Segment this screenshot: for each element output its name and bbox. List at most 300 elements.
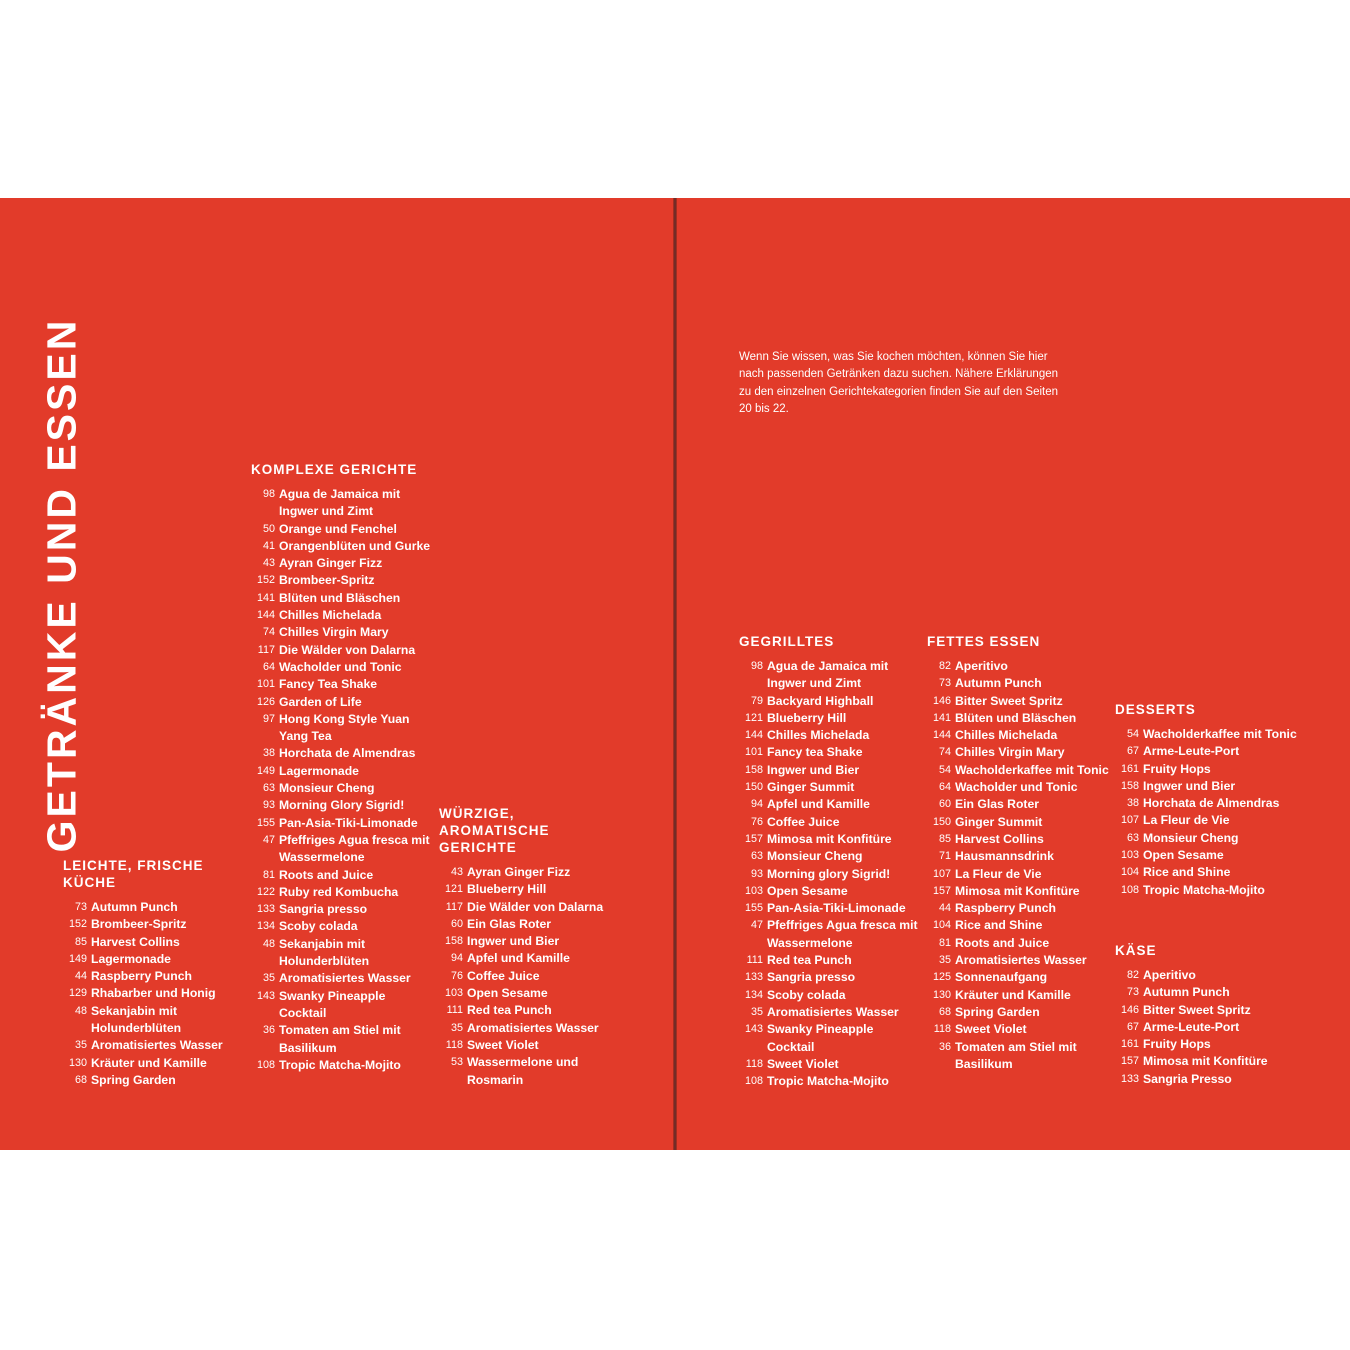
section-heading: LEICHTE, FRISCHE KÜCHE — [63, 858, 204, 890]
page-number: 60 — [938, 798, 951, 811]
drink-name: Brombeer-Spritz — [91, 917, 187, 932]
drink-name: Aperitivo — [955, 659, 1008, 673]
list-item — [251, 884, 433, 901]
list-item — [927, 1004, 1109, 1021]
list-item — [1115, 882, 1297, 899]
list-item — [739, 762, 921, 779]
page-title: GETRÄNKE UND ESSEN — [38, 317, 85, 853]
list-item — [1115, 795, 1297, 812]
page-number: 103 — [444, 987, 463, 1000]
drink-name: Kräuter und Kamille — [955, 987, 1071, 1002]
list-item — [251, 590, 433, 607]
list-item — [251, 624, 433, 641]
drink-name: Morning glory Sigrid! — [767, 866, 891, 881]
drink-name: Fancy Tea Shake — [279, 677, 377, 692]
drink-name: Garden of Life — [279, 694, 362, 709]
page-number: 68 — [938, 1005, 951, 1018]
drink-name: Pfeffriges Agua fresca mit Wassermelone — [279, 832, 430, 865]
list-item — [739, 866, 921, 883]
list-item — [251, 901, 433, 918]
list-item — [739, 1004, 921, 1021]
list-item — [439, 1002, 619, 1019]
drink-name: Swanky Pineapple Cocktail — [767, 1022, 874, 1054]
list-item — [927, 779, 1109, 796]
page-number: 143 — [256, 989, 275, 1002]
page-number: 152 — [256, 574, 275, 587]
list-item — [927, 1039, 1109, 1074]
list-item — [251, 659, 433, 676]
page-number: 129 — [68, 987, 87, 1000]
drink-name: Aromatisiertes Wasser — [279, 971, 411, 986]
drink-name: Backyard Highball — [767, 693, 874, 708]
drink-name: La Fleur de Vie — [955, 866, 1042, 881]
section-wuerzige-aromatische-gerichte — [439, 805, 619, 1089]
drink-name: Fruity Hops — [1143, 761, 1211, 776]
drink-name: Agua de Jamaica mit Ingwer und Zimt — [767, 659, 889, 691]
drink-name: Tropic Matcha-Mojito — [767, 1074, 889, 1089]
list-item — [927, 710, 1109, 727]
list-item — [251, 486, 433, 521]
page-number: 82 — [1126, 969, 1139, 981]
drink-name: Pan-Asia-Tiki-Limonade — [279, 815, 418, 830]
drink-name: Die Wälder von Dalarna — [467, 899, 604, 914]
page-number: 64 — [262, 660, 275, 673]
page-number: 85 — [74, 935, 87, 948]
page-number: 130 — [932, 988, 951, 1001]
list-item — [63, 1037, 243, 1054]
drink-name: Aperitivo — [1143, 968, 1196, 982]
page-number: 143 — [744, 1023, 763, 1036]
list-item — [927, 900, 1109, 917]
list-item — [739, 952, 921, 969]
list-item — [739, 900, 921, 917]
drink-name: Monsieur Cheng — [767, 849, 863, 864]
page-number: 118 — [445, 1038, 463, 1051]
list-item — [927, 796, 1109, 813]
list-item — [439, 881, 619, 898]
page-number: 108 — [1120, 883, 1139, 896]
page-number: 94 — [750, 798, 763, 811]
drink-name: Apfel und Kamille — [767, 797, 870, 812]
list-item — [927, 917, 1109, 934]
list-item — [1115, 743, 1297, 760]
drink-name: Blüten und Bläschen — [955, 710, 1077, 725]
drink-list — [251, 486, 433, 1074]
page-number: 44 — [74, 970, 87, 983]
drink-name: Hong Kong Style Yuan Yang Tea — [279, 711, 410, 744]
list-item — [63, 1055, 243, 1072]
drink-name: Tomaten am Stiel mit Basilikum — [279, 1023, 401, 1055]
drink-name: Blueberry Hill — [467, 882, 547, 897]
book-gutter — [673, 198, 677, 1150]
list-item — [439, 933, 619, 950]
page-number: 97 — [262, 712, 275, 725]
list-item — [251, 763, 433, 780]
page-number: 35 — [74, 1039, 87, 1052]
drink-name: Fruity Hops — [1143, 1037, 1211, 1052]
page-number: 48 — [74, 1004, 87, 1017]
list-item — [1115, 1053, 1297, 1070]
list-item — [439, 864, 619, 881]
list-item — [439, 1037, 619, 1054]
page-number: 158 — [444, 935, 463, 948]
list-item — [251, 607, 433, 624]
page-number: 118 — [933, 1023, 951, 1036]
drink-name: Chilles Virgin Mary — [279, 625, 389, 640]
page-number: 141 — [932, 711, 951, 724]
drink-name: Sweet Violet — [767, 1056, 839, 1071]
page-number: 38 — [262, 747, 275, 760]
section-fettes-essen — [927, 633, 1109, 1073]
list-item — [251, 745, 433, 762]
list-item — [251, 936, 433, 971]
page-number: 146 — [1120, 1003, 1139, 1016]
drink-name: Agua de Jamaica mit Ingwer und Zimt — [279, 487, 401, 519]
drink-name: Scoby colada — [767, 987, 846, 1002]
page-number: 79 — [750, 694, 763, 707]
page-number: 67 — [1126, 745, 1139, 758]
page-number: 161 — [1120, 762, 1139, 775]
drink-name: Rice and Shine — [1143, 865, 1231, 880]
drink-name: Harvest Collins — [91, 934, 180, 949]
drink-name: Bitter Sweet Spritz — [955, 693, 1063, 708]
drink-name: Wacholder und Tonic — [955, 780, 1078, 795]
page-number: 98 — [750, 660, 763, 672]
page-number: 158 — [1120, 779, 1139, 792]
list-item — [927, 952, 1109, 969]
page-number: 111 — [746, 954, 763, 967]
page-number: 38 — [1126, 797, 1139, 810]
page-number: 126 — [256, 695, 275, 708]
list-item — [63, 985, 243, 1002]
drink-name: Tropic Matcha-Mojito — [279, 1057, 401, 1072]
section-desserts — [1115, 701, 1297, 899]
list-item — [739, 744, 921, 761]
list-item — [251, 676, 433, 693]
drink-name: Ayran Ginger Fizz — [279, 556, 383, 571]
page-number: 76 — [450, 969, 463, 982]
page-number: 158 — [744, 763, 763, 776]
page-number: 64 — [938, 781, 951, 794]
page-number: 149 — [68, 952, 87, 965]
list-item — [927, 969, 1109, 986]
list-item — [927, 848, 1109, 865]
list-item — [1115, 984, 1297, 1001]
page-number: 44 — [938, 902, 951, 915]
section-heading: GEGRILLTES — [739, 634, 835, 649]
drink-name: Chilles Michelada — [955, 728, 1058, 743]
drink-name: Chilles Virgin Mary — [955, 745, 1065, 760]
list-item — [251, 555, 433, 572]
list-item — [927, 814, 1109, 831]
drink-name: Hausmannsdrink — [955, 849, 1054, 864]
drink-name: Sekanjabin mit Holunderblüten — [279, 936, 370, 969]
drink-name: Horchata de Almendras — [279, 746, 416, 761]
list-item — [1115, 864, 1297, 881]
page-number: 47 — [262, 833, 275, 846]
list-item — [251, 797, 433, 814]
drink-name: Aromatisiertes Wasser — [767, 1004, 899, 1019]
list-item — [1115, 726, 1297, 743]
page-number: 85 — [938, 832, 951, 845]
drink-name: Tomaten am Stiel mit Basilikum — [955, 1039, 1077, 1071]
page-number: 117 — [257, 643, 275, 656]
page-number: 161 — [1120, 1038, 1139, 1051]
list-item — [251, 642, 433, 659]
page-number: 81 — [262, 868, 275, 881]
drink-name: Roots and Juice — [279, 867, 374, 882]
list-item — [927, 693, 1109, 710]
drink-name: Apfel und Kamille — [467, 951, 570, 966]
list-item — [251, 918, 433, 935]
drink-name: Harvest Collins — [955, 831, 1044, 846]
drink-name: Raspberry Punch — [955, 901, 1056, 916]
drink-name: Morning Glory Sigrid! — [279, 798, 405, 813]
list-item — [439, 950, 619, 967]
section-heading: FETTES ESSEN — [927, 634, 1041, 649]
page-number: 108 — [744, 1075, 763, 1088]
drink-name: Chilles Michelada — [279, 608, 382, 623]
drink-name: Ein Glas Roter — [955, 797, 1039, 812]
drink-name: Swanky Pineapple Cocktail — [279, 988, 386, 1020]
drink-name: Ruby red Kombucha — [279, 884, 399, 899]
list-item — [739, 779, 921, 796]
list-item — [63, 934, 243, 951]
page-number: 73 — [938, 677, 951, 690]
page-number: 73 — [1126, 986, 1139, 999]
page-number: 35 — [750, 1005, 763, 1018]
list-item — [251, 1057, 433, 1074]
page-number: 157 — [932, 884, 951, 897]
list-item — [251, 815, 433, 832]
list-item — [739, 727, 921, 744]
drink-name: Raspberry Punch — [91, 969, 192, 984]
list-item — [739, 917, 921, 952]
page-number: 36 — [262, 1024, 275, 1037]
drink-name: Open Sesame — [467, 986, 548, 1001]
drink-name: Arme-Leute-Port — [1143, 744, 1240, 759]
drink-name: Open Sesame — [767, 883, 848, 898]
list-item — [251, 867, 433, 884]
page-number: 98 — [262, 488, 275, 500]
list-item — [251, 988, 433, 1023]
drink-name: Mimosa mit Konfitüre — [1143, 1054, 1268, 1069]
section-leichte-frische-kueche — [63, 857, 243, 1089]
drink-name: Sweet Violet — [955, 1022, 1027, 1037]
list-item — [927, 1021, 1109, 1038]
page-number: 152 — [68, 918, 87, 931]
list-item — [63, 968, 243, 985]
drink-name: Ayran Ginger Fizz — [467, 865, 571, 879]
drink-name: Rhabarber und Honig — [91, 986, 216, 1001]
page-number: 155 — [256, 816, 275, 829]
section-heading: KOMPLEXE GERICHTE — [251, 462, 418, 477]
list-item — [739, 710, 921, 727]
drink-name: La Fleur de Vie — [1143, 813, 1230, 828]
page-number: 53 — [450, 1056, 463, 1069]
drink-name: Blueberry Hill — [767, 710, 847, 725]
list-item — [927, 727, 1109, 744]
page-number: 133 — [744, 971, 763, 984]
page-number: 41 — [262, 539, 275, 552]
page-number: 43 — [450, 866, 463, 878]
list-item — [1115, 1002, 1297, 1019]
drink-name: Sekanjabin mit Holunderblüten — [91, 1003, 182, 1036]
page-number: 93 — [750, 867, 763, 880]
drink-name: Monsieur Cheng — [1143, 830, 1239, 845]
page-number: 101 — [744, 746, 763, 759]
page-number: 35 — [450, 1021, 463, 1034]
page-number: 121 — [444, 883, 463, 896]
page-number: 155 — [744, 902, 763, 915]
page-number: 68 — [74, 1073, 87, 1086]
page-number: 117 — [445, 900, 463, 913]
page-number: 133 — [1120, 1072, 1139, 1085]
drink-name: Mimosa mit Konfitüre — [955, 883, 1080, 898]
list-item — [739, 969, 921, 986]
section-gegrilltes — [739, 633, 921, 1090]
drink-list — [439, 864, 619, 1089]
list-item — [63, 1003, 243, 1038]
drink-name: Bitter Sweet Spritz — [1143, 1002, 1251, 1017]
drink-name: Wassermelone und Rosmarin — [467, 1055, 579, 1087]
drink-name: Coffee Juice — [467, 968, 540, 983]
list-item — [927, 744, 1109, 761]
drink-name: Blüten und Bläschen — [279, 590, 401, 605]
list-item — [739, 658, 921, 693]
list-item — [251, 832, 433, 867]
page-number: 73 — [74, 901, 87, 913]
page-number: 63 — [262, 782, 275, 795]
page-number: 74 — [262, 626, 275, 639]
list-item — [739, 831, 921, 848]
page-number: 146 — [932, 694, 951, 707]
list-item — [739, 796, 921, 813]
drink-name: Ingwer und Bier — [467, 934, 560, 949]
list-item — [739, 1073, 921, 1090]
list-item — [439, 1020, 619, 1037]
list-item — [251, 521, 433, 538]
list-item — [439, 899, 619, 916]
page-number: 144 — [932, 729, 951, 742]
page-number: 130 — [68, 1056, 87, 1069]
page-number: 54 — [938, 763, 951, 776]
page-number: 150 — [932, 815, 951, 828]
drink-name: Aromatisiertes Wasser — [467, 1020, 599, 1035]
drink-name: Sangria presso — [279, 902, 368, 917]
list-item — [63, 1072, 243, 1089]
page-number: 35 — [938, 954, 951, 967]
drink-name: Ein Glas Roter — [467, 916, 551, 931]
page-number: 107 — [932, 867, 951, 880]
drink-name: Sonnenaufgang — [955, 970, 1048, 985]
page-number: 47 — [750, 919, 763, 932]
list-item — [439, 968, 619, 985]
page-number: 121 — [744, 711, 763, 724]
page-number: 144 — [744, 729, 763, 742]
drink-name: Pfeffriges Agua fresca mit Wassermelone — [767, 918, 918, 950]
page-number: 48 — [262, 937, 275, 950]
drink-name: Open Sesame — [1143, 848, 1224, 863]
list-item — [927, 831, 1109, 848]
section-kaese — [1115, 942, 1297, 1088]
drink-name: Mimosa mit Konfitüre — [767, 831, 892, 846]
intro-paragraph: Wenn Sie wissen, was Sie kochen möchten, können Sie hier nach passenden Getränken dazu suchen. Nähere Erklärungen zu den einzelnen Gerichtekategorien finden Sie auf den Seiten 20 bis 22. — [739, 351, 1059, 415]
list-item — [63, 899, 243, 916]
page-number: 43 — [262, 557, 275, 570]
page-number: 93 — [262, 799, 275, 812]
list-item — [251, 572, 433, 589]
drink-name: Wacholderkaffee mit Tonic — [1143, 727, 1297, 741]
list-item — [1115, 1036, 1297, 1053]
page-number: 101 — [256, 678, 275, 691]
page-number: 74 — [938, 746, 951, 759]
drink-name: Ginger Summit — [955, 814, 1043, 829]
list-item — [251, 970, 433, 987]
drink-list — [1115, 726, 1297, 899]
drink-name: Scoby colada — [279, 919, 358, 934]
drink-list — [927, 658, 1109, 1073]
drink-name: Rice and Shine — [955, 918, 1043, 933]
drink-name: Ingwer und Bier — [767, 762, 860, 777]
drink-name: Pan-Asia-Tiki-Limonade — [767, 901, 906, 916]
drink-list — [739, 658, 921, 1090]
list-item — [927, 935, 1109, 952]
page-number: 134 — [256, 920, 275, 933]
list-item — [739, 693, 921, 710]
drink-name: Ginger Summit — [767, 780, 855, 795]
page-number: 111 — [446, 1004, 463, 1017]
list-item — [739, 814, 921, 831]
page-number: 63 — [750, 850, 763, 863]
page-number: 108 — [256, 1058, 275, 1071]
drink-name: Arme-Leute-Port — [1143, 1019, 1240, 1034]
drink-name: Aromatisiertes Wasser — [955, 953, 1087, 968]
list-item — [927, 675, 1109, 692]
drink-name: Horchata de Almendras — [1143, 796, 1280, 811]
section-komplexe-gerichte — [251, 461, 433, 1074]
list-item — [1115, 812, 1297, 829]
page-number: 134 — [744, 988, 763, 1001]
page-number: 125 — [932, 971, 951, 984]
drink-name: Lagermonade — [279, 763, 359, 778]
list-item — [1115, 847, 1297, 864]
page-number: 122 — [256, 885, 275, 898]
list-item — [439, 1054, 619, 1089]
page-number: 54 — [1126, 728, 1139, 740]
page-number: 76 — [750, 815, 763, 828]
page-number: 63 — [1126, 831, 1139, 844]
drink-name: Ingwer und Bier — [1143, 778, 1236, 793]
list-item — [927, 987, 1109, 1004]
drink-name: Wacholderkaffee mit Tonic — [955, 762, 1109, 777]
drink-name: Fancy tea Shake — [767, 745, 863, 760]
drink-name: Sangria presso — [767, 970, 856, 985]
page-number: 60 — [450, 917, 463, 930]
list-item — [739, 1021, 921, 1056]
page-number: 81 — [938, 936, 951, 949]
page-number: 157 — [744, 832, 763, 845]
page-number: 150 — [744, 781, 763, 794]
drink-name: Coffee Juice — [767, 814, 840, 829]
list-item — [1115, 967, 1297, 984]
page-number: 82 — [938, 660, 951, 672]
drink-name: Sweet Violet — [467, 1037, 539, 1052]
page-number: 35 — [262, 972, 275, 985]
drink-name: Kräuter und Kamille — [91, 1055, 207, 1070]
section-heading: KÄSE — [1115, 943, 1157, 958]
list-item — [739, 883, 921, 900]
